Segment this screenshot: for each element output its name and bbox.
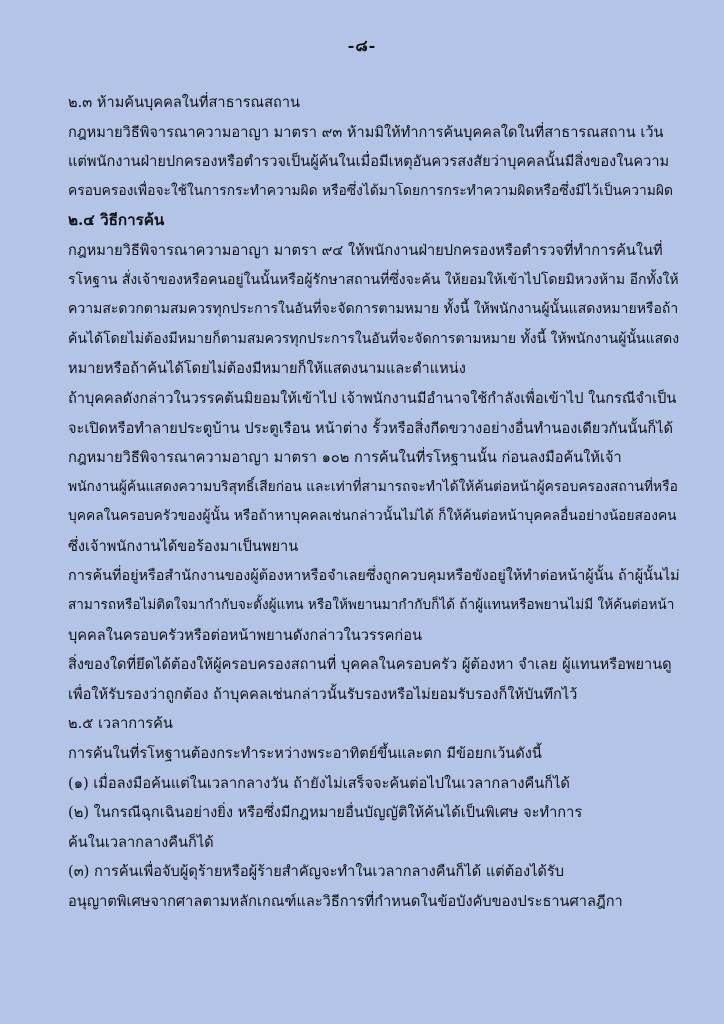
text-line: หมายหรือถ้าค้นได้โดยไม่ต้องมีหมายก็ให้แสดงนามและตำแหน่ง [68, 360, 466, 378]
text-line: กฎหมายวิธีพิจารณาความอาญา มาตรา ๑๐๒ การค้นในที่รโหฐานนั้น ก่อนลงมือค้นให้เจ้า [68, 449, 622, 467]
text-line: การค้นที่อยู่หรือสำนักงานของผู้ต้องหาหรือจำเลยซึ่งถูกควบคุมหรือขังอยู่ให้ทำต่อหน้าผู้นั้น ถ้าผู้นั้นไม่ [68, 567, 680, 584]
text-line: ๒.๕ เวลาการค้น [68, 715, 173, 733]
text-line: ค้นได้โดยไม่ต้องมีหมายก็ตามสมควรทุกประการในอันที่จะจัดการตามหมาย ทั้งนี้ ให้พนักงานผู้นั้นแสดง [68, 330, 680, 347]
text-line: ค้นในเวลากลางคืนก็ได้ [68, 833, 214, 851]
text-line: บุคคลในครอบครัวของผู้นั้น หรือถ้าหาบุคคลเช่นกล่าวนั้นไม่ได้ ก็ให้ค้นต่อหน้าบุคคลอื่นอย่างน้อยสองคน [68, 508, 677, 525]
text-line: กฎหมายวิธีพิจารณาความอาญา มาตรา ๙๓ ห้ามมิให้ทำการค้นบุคคลใดในที่สาธารณสถาน เว้น [68, 123, 664, 141]
text-line: อนุญาตพิเศษจากศาลตามหลักเกณฑ์และวิธีการที่กำหนดในข้อบังคับของประธานศาลฎีกา [68, 893, 623, 911]
document-body [68, 88, 678, 917]
text-line: (๒) ในกรณีฉุกเฉินอย่างยิ่ง หรือซึ่งมีกฎหมายอื่นบัญญัติให้ค้นได้เป็นพิเศษ จะทำการ [68, 804, 583, 822]
text-line: กฎหมายวิธีพิจารณาความอาญา มาตรา ๙๔ ให้พนักงานฝ่ายปกครองหรือตำรวจที่ทำการค้นในที่ [68, 241, 663, 259]
text-line: ซึ่งเจ้าพนักงานได้ขอร้องมาเป็นพยาน [68, 537, 299, 555]
text-line: รโหฐาน สั่งเจ้าของหรือคนอยู่ในนั้นหรือผู้รักษาสถานที่ซึ่งจะค้น ให้ยอมให้เข้าไปโดยมิหวงห้าม อีกทั้งให้ [68, 271, 679, 288]
page-number: -๘- [347, 36, 377, 55]
text-line: จะเปิดหรือทำลายประตูบ้าน ประตูเรือน หน้าต่าง รั้วหรือสิ่งกีดขวางอย่างอื่นทำนองเดียวกันนั้นก็ได้ [68, 419, 673, 437]
text-line: แต่พนักงานฝ่ายปกครองหรือตำรวจเป็นผู้ค้นในเมื่อมีเหตุอันควรสงสัยว่าบุคคลนั้นมีสิ่งของในความ [68, 153, 670, 171]
text-line: ถ้าบุคคลดังกล่าวในวรรคต้นมิยอมให้เข้าไป เจ้าพนักงานมีอำนาจใช้กำลังเพื่อเข้าไป ในกรณีจำเป็น [68, 389, 677, 407]
text-line: สามารถหรือไม่ติดใจมากำกับจะตั้งผู้แทน หรือให้พยานมากำกับก็ได้ ถ้าผู้แทนหรือพยานไม่มี ให้ค้นต่อหน้า [68, 597, 675, 614]
text-line: (๓) การค้นเพื่อจับผู้ดุร้ายหรือผู้ร้ายสำคัญจะทำในเวลากลางคืนก็ได้ แต่ต้องได้รับ [68, 863, 564, 881]
text-line: (๑) เมื่อลงมือค้นแต่ในเวลากลางวัน ถ้ายังไม่เสร็จจะค้นต่อไปในเวลากลางคืนก็ได้ [68, 774, 570, 792]
text-line: เพื่อให้รับรองว่าถูกต้อง ถ้าบุคคลเช่นกล่าวนั้นรับรองหรือไม่ยอมรับรองก็ให้บันทึกไว้ [68, 685, 578, 703]
section-heading: ๒.๔ วิธีการค้น [68, 211, 165, 230]
text-line: ๒.๓ ห้ามค้นบุคคลในที่สาธารณสถาน [68, 94, 300, 111]
text-line: สิ่งของใดที่ยึดได้ต้องให้ผู้ครอบครองสถานที่ บุคคลในครอบครัว ผู้ต้องหา จำเลย ผู้แทนหรือพยานดู [68, 656, 672, 674]
text-line: บุคคลในครอบครัวหรือต่อหน้าพยานดังกล่าวในวรรคก่อน [68, 626, 422, 644]
text-line: ความสะดวกตามสมควรทุกประการในอันที่จะจัดการตามหมาย ทั้งนี้ ให้พนักงานผู้นั้นแสดงหมายหรือถ้า [68, 301, 679, 318]
text-line: พนักงานผู้ค้นแสดงความบริสุทธิ์เสียก่อน และเท่าที่สามารถจะทำได้ให้ค้นต่อหน้าผู้ครอบครองสถานที่หรือ [68, 478, 678, 495]
text-line: การค้นในที่รโหฐานต้องกระทำระหว่างพระอาทิตย์ขึ้นและตก มีข้อยกเว้นดังนี้ [68, 745, 542, 763]
text-line: ครอบครองเพื่อจะใช้ในการกระทำความผิด หรือซึ่งได้มาโดยการกระทำความผิดหรือซึ่งมีไว้เป็นความผิด [68, 182, 673, 199]
